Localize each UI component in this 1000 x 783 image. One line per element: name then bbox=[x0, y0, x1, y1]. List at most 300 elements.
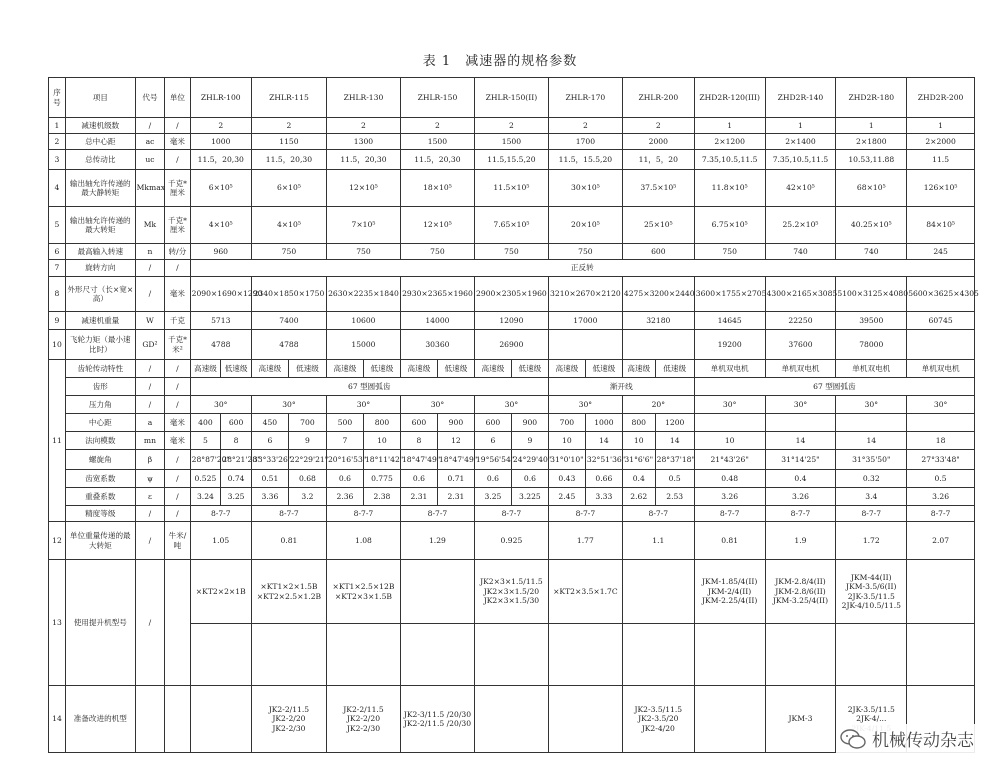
empty-cell bbox=[400, 624, 474, 686]
row-code: W bbox=[135, 312, 165, 330]
empty-cell bbox=[907, 414, 975, 432]
value-cell: 1.72 bbox=[836, 522, 907, 560]
stage-value: 31°6'6" bbox=[622, 450, 655, 470]
stage-value: 3.225 bbox=[511, 488, 548, 506]
row-unit: / bbox=[165, 506, 190, 522]
row-unit: / bbox=[165, 378, 190, 396]
dual-motor: 单机双电机 bbox=[907, 360, 975, 378]
value-cell: 14645 bbox=[694, 312, 765, 330]
stage-value: 1200 bbox=[655, 414, 694, 432]
improve-models bbox=[251, 686, 326, 753]
value-cell: 0.925 bbox=[474, 522, 548, 560]
empty-cell bbox=[694, 414, 765, 432]
row-code: β bbox=[135, 450, 165, 470]
row-code: GD² bbox=[135, 330, 165, 360]
value-cell: 8-7-7 bbox=[836, 506, 907, 522]
row-unit bbox=[165, 686, 190, 753]
empty-cell bbox=[251, 624, 326, 686]
value-cell: 750 bbox=[400, 244, 474, 260]
row-code: n bbox=[135, 244, 165, 260]
sub-item: 螺旋角 bbox=[65, 450, 135, 470]
value-cell: 3.4 bbox=[836, 488, 907, 506]
row-number: 5 bbox=[49, 207, 66, 244]
empty-cell bbox=[907, 624, 975, 686]
improve-models bbox=[400, 686, 474, 753]
value-cell: 14 bbox=[765, 432, 836, 450]
row-code: a bbox=[135, 414, 165, 432]
table-row bbox=[49, 277, 975, 312]
value-cell: 78000 bbox=[836, 330, 907, 360]
value-cell: 1300 bbox=[326, 134, 400, 150]
value-cell: 30×10⁵ bbox=[548, 170, 622, 207]
improve-models bbox=[622, 686, 694, 753]
row-number: 10 bbox=[49, 330, 66, 360]
table-row bbox=[49, 506, 975, 522]
value-cell: 30° bbox=[907, 396, 975, 414]
sub-item: 精度等级 bbox=[65, 506, 135, 522]
value-cell: 3.26 bbox=[694, 488, 765, 506]
row-code: Mk bbox=[135, 207, 165, 244]
cell-line: ×KT2×2×1B bbox=[195, 586, 246, 596]
value-cell: 0.48 bbox=[694, 470, 765, 488]
stage-value: 8 bbox=[400, 432, 437, 450]
value-cell: 12×10⁵ bbox=[326, 170, 400, 207]
value-cell: 26900 bbox=[474, 330, 548, 360]
value-cell: 4275×3200×2440 bbox=[622, 277, 694, 312]
row-item: 使用提升机型号 bbox=[65, 560, 135, 686]
row-number: 2 bbox=[49, 134, 66, 150]
value-cell: 11.5，20,30 bbox=[251, 150, 326, 170]
row-code: / bbox=[135, 260, 165, 277]
stage-value: 3.36 bbox=[251, 488, 288, 506]
sub-item: 重叠系数 bbox=[65, 488, 135, 506]
table-row bbox=[49, 134, 975, 150]
column-header: ZHD2R-140 bbox=[765, 78, 836, 118]
value-cell: 12090 bbox=[474, 312, 548, 330]
row-unit: 毫米 bbox=[165, 134, 190, 150]
column-header: 单位 bbox=[165, 78, 190, 118]
stage-value: 3.25 bbox=[474, 488, 511, 506]
stage-value: 700 bbox=[288, 414, 326, 432]
stage-value: 10 bbox=[363, 432, 400, 450]
row-number: 1 bbox=[49, 118, 66, 134]
column-header: ZHD2R-200 bbox=[907, 78, 975, 118]
value-cell: 4300×2165×3085 bbox=[765, 277, 836, 312]
empty-cell bbox=[190, 624, 251, 686]
row-code: / bbox=[135, 118, 165, 134]
cell-line: 2JK-3.5/11.5 bbox=[847, 591, 895, 601]
hoist-models bbox=[326, 560, 400, 624]
hoist-models bbox=[474, 560, 548, 624]
stage-value: 600 bbox=[474, 414, 511, 432]
value-cell: 31°35'50" bbox=[836, 450, 907, 470]
value-cell: 2090×1690×1290 bbox=[190, 277, 251, 312]
column-header: ZHLR-150 bbox=[400, 78, 474, 118]
value-cell: 2 bbox=[326, 118, 400, 134]
stage-value: 20°16'53" bbox=[326, 450, 363, 470]
cell-line: JK2-3/11.5 /20/30 bbox=[403, 709, 472, 719]
value-cell: 2 bbox=[548, 118, 622, 134]
stage-value: 0.6 bbox=[326, 470, 363, 488]
stage-value: 0.74 bbox=[221, 470, 252, 488]
value-cell: 0.5 bbox=[907, 470, 975, 488]
value-cell: 3.26 bbox=[907, 488, 975, 506]
value-cell: 3600×1755×2705 bbox=[694, 277, 765, 312]
value-cell: 8-7-7 bbox=[190, 506, 251, 522]
column-header: 项目 bbox=[65, 78, 135, 118]
row-item: 输出轴允许传递的最大静转矩 bbox=[65, 170, 135, 207]
value-cell: 42×10⁵ bbox=[765, 170, 836, 207]
value-cell: 8-7-7 bbox=[400, 506, 474, 522]
cell-line: ×KT2×2.5×1.2B bbox=[256, 591, 322, 601]
stage-value: 0.6 bbox=[511, 470, 548, 488]
empty-cell bbox=[836, 414, 907, 432]
stage-value: 5 bbox=[190, 432, 221, 450]
row-number: 12 bbox=[49, 522, 66, 560]
value-cell: 37.5×10⁵ bbox=[622, 170, 694, 207]
dual-motor: 单机双电机 bbox=[694, 360, 765, 378]
stage-value: 3.25 bbox=[221, 488, 252, 506]
span-value: 67 型圆弧齿 bbox=[190, 378, 548, 396]
row-number: 9 bbox=[49, 312, 66, 330]
column-header: ZHLR-130 bbox=[326, 78, 400, 118]
row-unit: / bbox=[165, 360, 190, 378]
hoist-models bbox=[907, 560, 975, 624]
value-cell: 15000 bbox=[326, 330, 400, 360]
stage-value: 0.6 bbox=[474, 470, 511, 488]
stage-value: 6 bbox=[474, 432, 511, 450]
value-cell: 1.1 bbox=[622, 522, 694, 560]
cell-line: 2JK-4/10.5/11.5 bbox=[841, 600, 901, 610]
value-cell: 30° bbox=[400, 396, 474, 414]
cell-line: JKM-3 bbox=[788, 714, 813, 724]
cell-line: ×KT1×2×1.5B bbox=[260, 582, 318, 592]
value-cell: 84×10⁵ bbox=[907, 207, 975, 244]
value-cell: 1500 bbox=[474, 134, 548, 150]
table-row bbox=[49, 396, 975, 414]
table-row bbox=[49, 170, 975, 207]
value-cell: 1.08 bbox=[326, 522, 400, 560]
column-header: 代号 bbox=[135, 78, 165, 118]
row-unit: 千克*厘米 bbox=[165, 207, 190, 244]
value-cell: 31°14'25" bbox=[765, 450, 836, 470]
value-cell: 2 bbox=[400, 118, 474, 134]
hoist-models bbox=[694, 560, 765, 624]
value-cell: 4×10⁵ bbox=[190, 207, 251, 244]
stage-value: 3.33 bbox=[585, 488, 622, 506]
row-item: 总传动比 bbox=[65, 150, 135, 170]
value-cell: 25×10⁵ bbox=[622, 207, 694, 244]
stage-value: 600 bbox=[400, 414, 437, 432]
value-cell: 12×10⁵ bbox=[400, 207, 474, 244]
cell-line: JK2-2/30 bbox=[346, 723, 381, 733]
stage-value: 2.31 bbox=[400, 488, 437, 506]
value-cell: 2000 bbox=[622, 134, 694, 150]
stage-value: 900 bbox=[511, 414, 548, 432]
stage-value: 10 bbox=[622, 432, 655, 450]
value-cell: 25.2×10⁵ bbox=[765, 207, 836, 244]
stage-value: 1000 bbox=[585, 414, 622, 432]
value-cell: 2×1200 bbox=[694, 134, 765, 150]
value-cell: 8-7-7 bbox=[694, 506, 765, 522]
column-header: ZHLR-115 bbox=[251, 78, 326, 118]
row-unit: 千克*厘米 bbox=[165, 170, 190, 207]
row-unit: 千克 bbox=[165, 312, 190, 330]
stage-value: 0.4 bbox=[622, 470, 655, 488]
value-cell: 39500 bbox=[836, 312, 907, 330]
value-cell: 8-7-7 bbox=[548, 506, 622, 522]
value-cell: 750 bbox=[251, 244, 326, 260]
column-header: ZHD2R-120(III) bbox=[694, 78, 765, 118]
stage-low: 低速级 bbox=[288, 360, 326, 378]
value-cell: 7.35,10.5,11.5 bbox=[765, 150, 836, 170]
value-cell: 18×10⁵ bbox=[400, 170, 474, 207]
value-cell: 14 bbox=[836, 432, 907, 450]
stage-value: 14 bbox=[585, 432, 622, 450]
value-cell: 30° bbox=[836, 396, 907, 414]
sub-item: 齿宽系数 bbox=[65, 470, 135, 488]
value-cell: 11.8×10⁵ bbox=[694, 170, 765, 207]
stage-value: 3.2 bbox=[288, 488, 326, 506]
row-number: 14 bbox=[49, 686, 66, 753]
spec-table bbox=[48, 77, 979, 753]
cell-line: 2JK-4/... bbox=[856, 714, 887, 724]
value-cell: 30° bbox=[474, 396, 548, 414]
watermark bbox=[836, 724, 978, 753]
value-cell: 3210×2670×2120 bbox=[548, 277, 622, 312]
cell-line: JK2-2/20 bbox=[346, 714, 381, 724]
stage-high: 高速级 bbox=[474, 360, 511, 378]
cell-line: JK2-2/20 bbox=[272, 714, 306, 724]
sub-item: 中心距 bbox=[65, 414, 135, 432]
improve-models bbox=[474, 686, 548, 753]
value-cell: 2×1400 bbox=[765, 134, 836, 150]
row-number: 3 bbox=[49, 150, 66, 170]
value-cell: 20×10⁵ bbox=[548, 207, 622, 244]
table-row bbox=[49, 150, 975, 170]
row-code: uc bbox=[135, 150, 165, 170]
row-number: 7 bbox=[49, 260, 66, 277]
hoist-models bbox=[548, 560, 622, 624]
stage-value: 800 bbox=[363, 414, 400, 432]
value-cell: 1 bbox=[694, 118, 765, 134]
table-row bbox=[49, 432, 975, 450]
stage-high: 高速级 bbox=[548, 360, 585, 378]
hoist-models bbox=[251, 560, 326, 624]
value-cell: 11.5，15.5,20 bbox=[548, 150, 622, 170]
column-header: 序号 bbox=[49, 78, 66, 118]
value-cell: 30° bbox=[326, 396, 400, 414]
value-cell: 0.81 bbox=[251, 522, 326, 560]
row-item: 外形尺寸（长×宽×高） bbox=[65, 277, 135, 312]
value-cell: 68×10⁵ bbox=[836, 170, 907, 207]
stage-value: 500 bbox=[326, 414, 363, 432]
empty-cell bbox=[836, 624, 907, 686]
row-code: / bbox=[135, 277, 165, 312]
table-row bbox=[49, 244, 975, 260]
table-row bbox=[49, 414, 975, 432]
cell-line: JKM-2.8/6(II) bbox=[775, 586, 826, 596]
stage-low: 低速级 bbox=[437, 360, 474, 378]
value-cell: 2 bbox=[190, 118, 251, 134]
value-cell: 5100×3125×4080 bbox=[836, 277, 907, 312]
value-cell: 740 bbox=[765, 244, 836, 260]
value-cell: 11.5×10⁵ bbox=[474, 170, 548, 207]
cell-line: JK2-2/11.5 bbox=[343, 704, 384, 714]
row-unit: 牛米/吨 bbox=[165, 522, 190, 560]
stage-value: 18°47'49" bbox=[400, 450, 437, 470]
stage-low: 低速级 bbox=[511, 360, 548, 378]
empty-cell bbox=[765, 624, 836, 686]
cell-line: JKM-1.85/4(II) bbox=[702, 577, 758, 587]
value-cell: 30° bbox=[548, 396, 622, 414]
row-unit bbox=[165, 560, 190, 686]
value-cell: 0.4 bbox=[765, 470, 836, 488]
table-row bbox=[49, 450, 975, 470]
stage-value: 3.24 bbox=[190, 488, 221, 506]
stage-high: 高速级 bbox=[622, 360, 655, 378]
sub-item: 压力角 bbox=[65, 396, 135, 414]
row-code: ψ bbox=[135, 470, 165, 488]
span-value: 67 型圆弧齿 bbox=[694, 378, 974, 396]
value-cell: 2.07 bbox=[907, 522, 975, 560]
cell-line: JK2×3×1.5/30 bbox=[483, 596, 540, 606]
value-cell: 6×10⁵ bbox=[190, 170, 251, 207]
value-cell: 4788 bbox=[190, 330, 251, 360]
watermark-text: 机械传动杂志 bbox=[872, 731, 974, 751]
cell-line: JK2-2/30 bbox=[272, 723, 306, 733]
row-unit: / bbox=[165, 260, 190, 277]
improve-models bbox=[548, 686, 622, 753]
empty-cell bbox=[474, 624, 548, 686]
row-code: / bbox=[135, 378, 165, 396]
value-cell: 8-7-7 bbox=[907, 506, 975, 522]
cell-line: ×KT1×2.5×12B bbox=[332, 582, 395, 592]
value-cell: 750 bbox=[694, 244, 765, 260]
row-unit: 毫米 bbox=[165, 414, 190, 432]
value-cell: 10.53,11.88 bbox=[836, 150, 907, 170]
value-cell: 1 bbox=[765, 118, 836, 134]
value-cell: 1150 bbox=[251, 134, 326, 150]
row-item: 旋转方向 bbox=[65, 260, 135, 277]
value-cell: 2900×2305×1960 bbox=[474, 277, 548, 312]
value-cell: 22250 bbox=[765, 312, 836, 330]
cell-line: JKM-3.5/6(II) bbox=[846, 582, 897, 592]
improve-models bbox=[190, 686, 251, 753]
row-item: 输出轴允许传递的最大转矩 bbox=[65, 207, 135, 244]
cell-line: JKM-2.25/4(II) bbox=[702, 596, 758, 606]
value-cell: 32180 bbox=[622, 312, 694, 330]
stage-value: 0.51 bbox=[251, 470, 288, 488]
row-code: ε bbox=[135, 488, 165, 506]
stage-value: 7 bbox=[326, 432, 363, 450]
value-cell: 30° bbox=[251, 396, 326, 414]
cell-line: 2JK-3.5/11.5 bbox=[847, 704, 895, 714]
table-row bbox=[49, 207, 975, 244]
row-code: / bbox=[135, 560, 165, 686]
merged-value: 正反转 bbox=[190, 260, 974, 277]
row-number: 4 bbox=[49, 170, 66, 207]
row-unit: 毫米 bbox=[165, 432, 190, 450]
row-code: / bbox=[135, 360, 165, 378]
hoist-models bbox=[765, 560, 836, 624]
hoist-models bbox=[400, 560, 474, 624]
empty-cell bbox=[622, 624, 694, 686]
value-cell: 7400 bbox=[251, 312, 326, 330]
table-row bbox=[49, 470, 975, 488]
row-item: 准备改进的机型 bbox=[65, 686, 135, 753]
value-cell: 126×10⁵ bbox=[907, 170, 975, 207]
stage-value: 28°21'28" bbox=[221, 450, 252, 470]
table-row bbox=[49, 378, 975, 396]
value-cell: 1700 bbox=[548, 134, 622, 150]
value-cell: 30° bbox=[190, 396, 251, 414]
row-unit: 转/分 bbox=[165, 244, 190, 260]
stage-value: 900 bbox=[437, 414, 474, 432]
value-cell: 1.77 bbox=[548, 522, 622, 560]
stage-value: 10 bbox=[548, 432, 585, 450]
cell-line: ×KT2×3.5×1.7C bbox=[553, 586, 618, 596]
value-cell: 4788 bbox=[251, 330, 326, 360]
value-cell: 18 bbox=[907, 432, 975, 450]
value-cell: 7.35,10.5,11.5 bbox=[694, 150, 765, 170]
row-unit: / bbox=[165, 118, 190, 134]
value-cell bbox=[548, 330, 622, 360]
row-unit: 毫米 bbox=[165, 277, 190, 312]
span-value: 渐开线 bbox=[548, 378, 694, 396]
value-cell: 2 bbox=[474, 118, 548, 134]
value-cell: 11.5 bbox=[907, 150, 975, 170]
stage-value: 24°29'40" bbox=[511, 450, 548, 470]
cell-line: JKM-44(II) bbox=[850, 572, 892, 582]
row-unit: / bbox=[165, 470, 190, 488]
cell-line: JK2-3.5/11.5 bbox=[634, 704, 683, 714]
dual-motor: 单机双电机 bbox=[765, 360, 836, 378]
stage-value: 6 bbox=[251, 432, 288, 450]
value-cell: 7.65×10⁵ bbox=[474, 207, 548, 244]
value-cell: 1000 bbox=[190, 134, 251, 150]
stage-value: 28°37'18" bbox=[655, 450, 694, 470]
stage-value: 2.45 bbox=[548, 488, 585, 506]
stage-high: 高速级 bbox=[326, 360, 363, 378]
value-cell: 11.5,15.5,20 bbox=[474, 150, 548, 170]
value-cell: 20° bbox=[622, 396, 694, 414]
row-code: Mkmax bbox=[135, 170, 165, 207]
improve-models bbox=[694, 686, 765, 753]
table-row bbox=[49, 488, 975, 506]
cell-line: JKM-3.25/4(II) bbox=[772, 596, 829, 606]
stage-value: 600 bbox=[221, 414, 252, 432]
value-cell: 27°33'48" bbox=[907, 450, 975, 470]
stage-value: 0.66 bbox=[585, 470, 622, 488]
row-code: / bbox=[135, 522, 165, 560]
sub-item: 法向模数 bbox=[65, 432, 135, 450]
value-cell: 1 bbox=[836, 118, 907, 134]
stage-value: 2.53 bbox=[655, 488, 694, 506]
row-item: 单位重量传递的最大转矩 bbox=[65, 522, 135, 560]
stage-low: 低速级 bbox=[585, 360, 622, 378]
value-cell: 30360 bbox=[400, 330, 474, 360]
row-code: / bbox=[135, 506, 165, 522]
empty-cell bbox=[326, 624, 400, 686]
cell-line: JKM-2/4(II) bbox=[708, 586, 752, 596]
value-cell: 11.5，20,30 bbox=[400, 150, 474, 170]
stage-value: 0.775 bbox=[363, 470, 400, 488]
row-unit: 千克*米² bbox=[165, 330, 190, 360]
table-caption: 表 1 减速器的规格参数 bbox=[422, 54, 578, 69]
value-cell: 1.29 bbox=[400, 522, 474, 560]
cell-line: JK2-2/11.5 /20/30 bbox=[403, 719, 472, 728]
